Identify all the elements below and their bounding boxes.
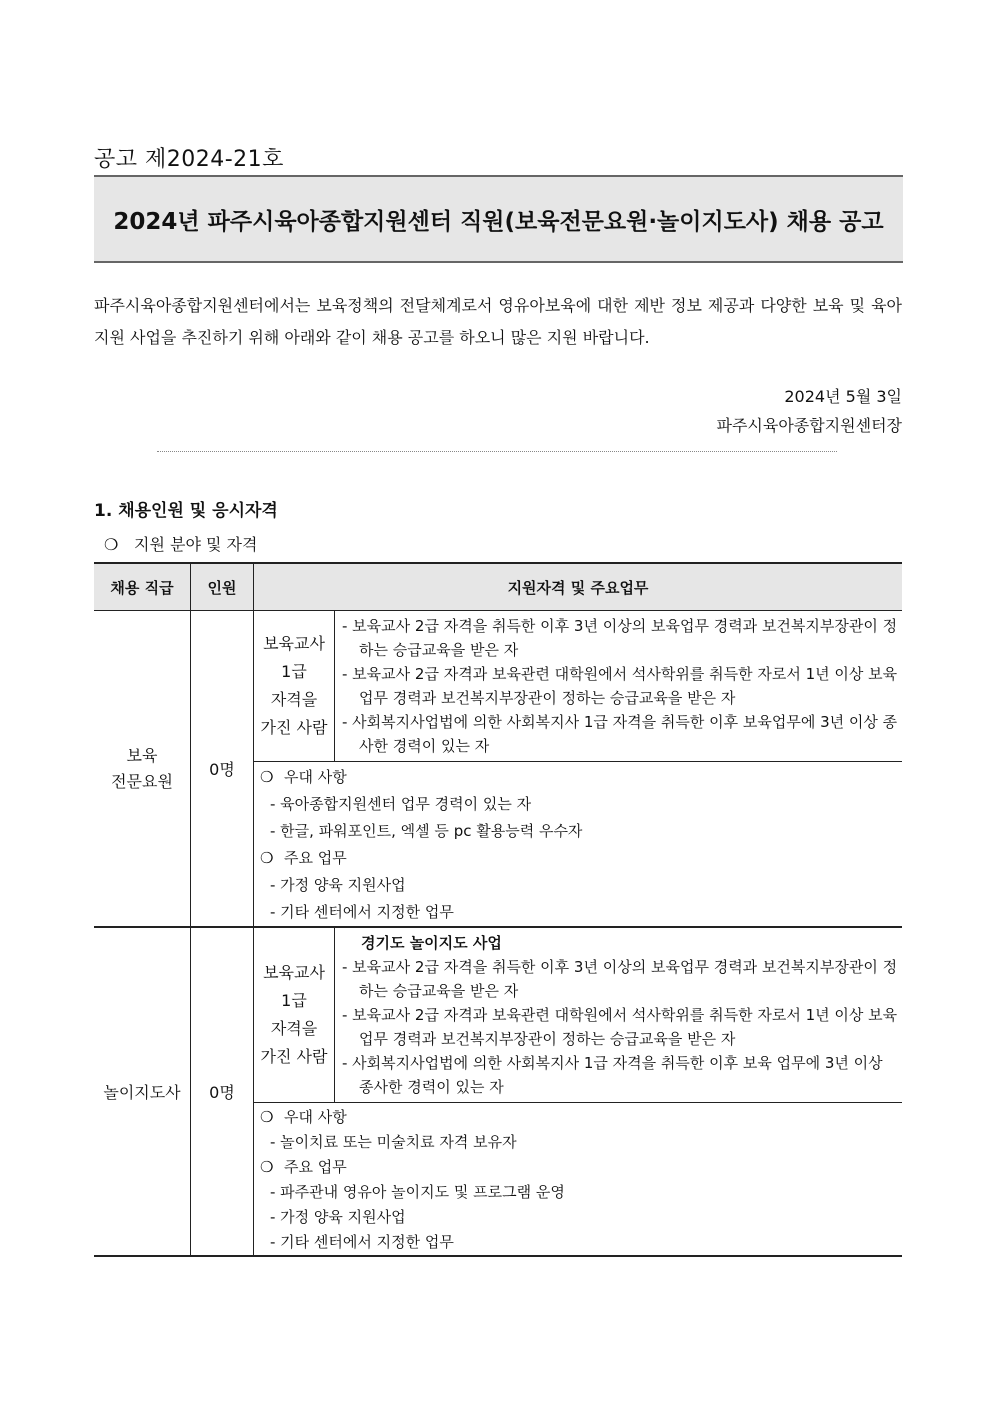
header-qualifications: 지원자격 및 주요업무 [254, 563, 903, 611]
qualification-item: - 보육교사 2급 자격과 보육관련 대학원에서 석사학위를 취득한 자로서 1년 이상 보육업무 경력과 보건복지부장관이 정하는 승급교육을 받은 자 [342, 1006, 898, 1048]
intro-paragraph: 파주시육아종합지원센터에서는 보육정책의 전달체계로서 영유아보육에 대한 제반 정보 제공과 다양한 보육 및 육아지원 사업을 추진하기 위해 아래와 같이 채용 공고를 하오니 많은 지원 바랍니다. [94, 296, 902, 347]
qual-label-line: 보육교사 [263, 634, 325, 653]
page-title: 2024년 파주시육아종합지원센터 직원(보육전문요원·놀이지도사) 채용 공고 [113, 208, 884, 235]
qualification-item: - 사회복지사업법에 의한 사회복지사 1급 자격을 취득한 이후 보육 업무에 3년 이상 종사한 경력이 있는 자 [342, 1054, 883, 1096]
duty-item: - 기타 센터에서 지정한 업무 [270, 903, 454, 921]
program-subtitle: 경기도 놀이지도 사업 [361, 934, 502, 952]
position-cell [94, 611, 191, 928]
details-cell [254, 762, 903, 928]
preference-item: - 한글, 파워포인트, 엑셀 등 pc 활용능력 우수자 [270, 822, 583, 840]
duty-title-text: 주요 업무 [284, 849, 347, 867]
notice-date: 2024년 5월 3일 [784, 387, 902, 406]
duty-item: - 파주관내 영유아 놀이지도 및 프로그램 운영 [270, 1183, 565, 1201]
preference-title [260, 1105, 898, 1130]
duty-item: - 가정 양육 지원사업 [270, 1208, 406, 1226]
qual-label-line: 가진 사람 [260, 1047, 328, 1066]
preference-title [260, 764, 898, 791]
section-subheading [104, 532, 257, 555]
issuer: 파주시육아종합지원센터장 [716, 416, 902, 435]
notice-number: 공고 제2024-21호 [94, 147, 284, 172]
table-row [94, 927, 902, 1103]
qual-label-line: 1급 [281, 991, 307, 1010]
qualification-label-cell [254, 927, 335, 1103]
title-box [94, 175, 903, 263]
qual-label-line: 자격을 [270, 690, 318, 709]
qual-label-line: 보육교사 [263, 963, 325, 982]
duty-title [260, 1155, 898, 1180]
circle-bullet-icon: ❍ [104, 535, 119, 554]
qual-label-line: 가진 사람 [260, 718, 328, 737]
qualification-item: - 보육교사 2급 자격과 보육관련 대학원에서 석사학위를 취득한 자로서 1년 이상 보육업무 경력과 보건복지부장관이 정하는 승급교육을 받은 자 [342, 665, 898, 707]
preference-item: - 육아종합지원센터 업무 경력이 있는 자 [270, 795, 532, 813]
preference-title-text: 우대 사항 [284, 768, 347, 786]
duty-title [260, 845, 898, 872]
qualifications-cell [335, 611, 903, 762]
circle-bullet-icon: ❍ [260, 768, 274, 786]
circle-bullet-icon: ❍ [260, 1108, 274, 1126]
details-cell [254, 1103, 903, 1257]
header-count: 인원 [191, 563, 254, 611]
qualifications-cell [335, 927, 903, 1103]
duty-title-text: 주요 업무 [284, 1158, 347, 1176]
count-cell: 0명 [191, 927, 254, 1256]
dotted-divider [157, 451, 837, 452]
position-name-2: 전문요원 [111, 771, 173, 791]
position-cell [94, 927, 191, 1256]
duty-item: - 기타 센터에서 지정한 업무 [270, 1233, 454, 1251]
count-cell: 0명 [191, 611, 254, 928]
header-position: 채용 직급 [94, 563, 191, 611]
circle-bullet-icon: ❍ [260, 1158, 274, 1176]
subheading-text: 지원 분야 및 자격 [134, 535, 258, 554]
table-header-row [94, 563, 902, 611]
preference-title-text: 우대 사항 [284, 1108, 347, 1126]
qual-label-line: 1급 [281, 662, 307, 681]
qualification-item: - 사회복지사업법에 의한 사회복지사 1급 자격을 취득한 이후 보육업무에 3년 이상 종사한 경력이 있는 자 [342, 713, 898, 755]
qualification-label-cell [254, 611, 335, 762]
qualification-item: - 보육교사 2급 자격을 취득한 이후 3년 이상의 보육업무 경력과 보건복지부장관이 정하는 승급교육을 받은 자 [342, 617, 898, 659]
position-name: 보육 [126, 745, 158, 765]
position-name: 놀이지도사 [103, 1083, 181, 1102]
recruitment-table [94, 562, 902, 1257]
qualification-item: - 보육교사 2급 자격을 취득한 이후 3년 이상의 보육업무 경력과 보건복지부장관이 정하는 승급교육을 받은 자 [342, 958, 898, 1000]
section-heading: 1. 채용인원 및 응시자격 [94, 501, 278, 521]
preference-item: - 놀이치료 또는 미술치료 자격 보유자 [270, 1133, 517, 1151]
circle-bullet-icon: ❍ [260, 849, 274, 867]
table-row [94, 611, 902, 762]
qual-label-line: 자격을 [270, 1019, 318, 1038]
duty-item: - 가정 양육 지원사업 [270, 876, 406, 894]
